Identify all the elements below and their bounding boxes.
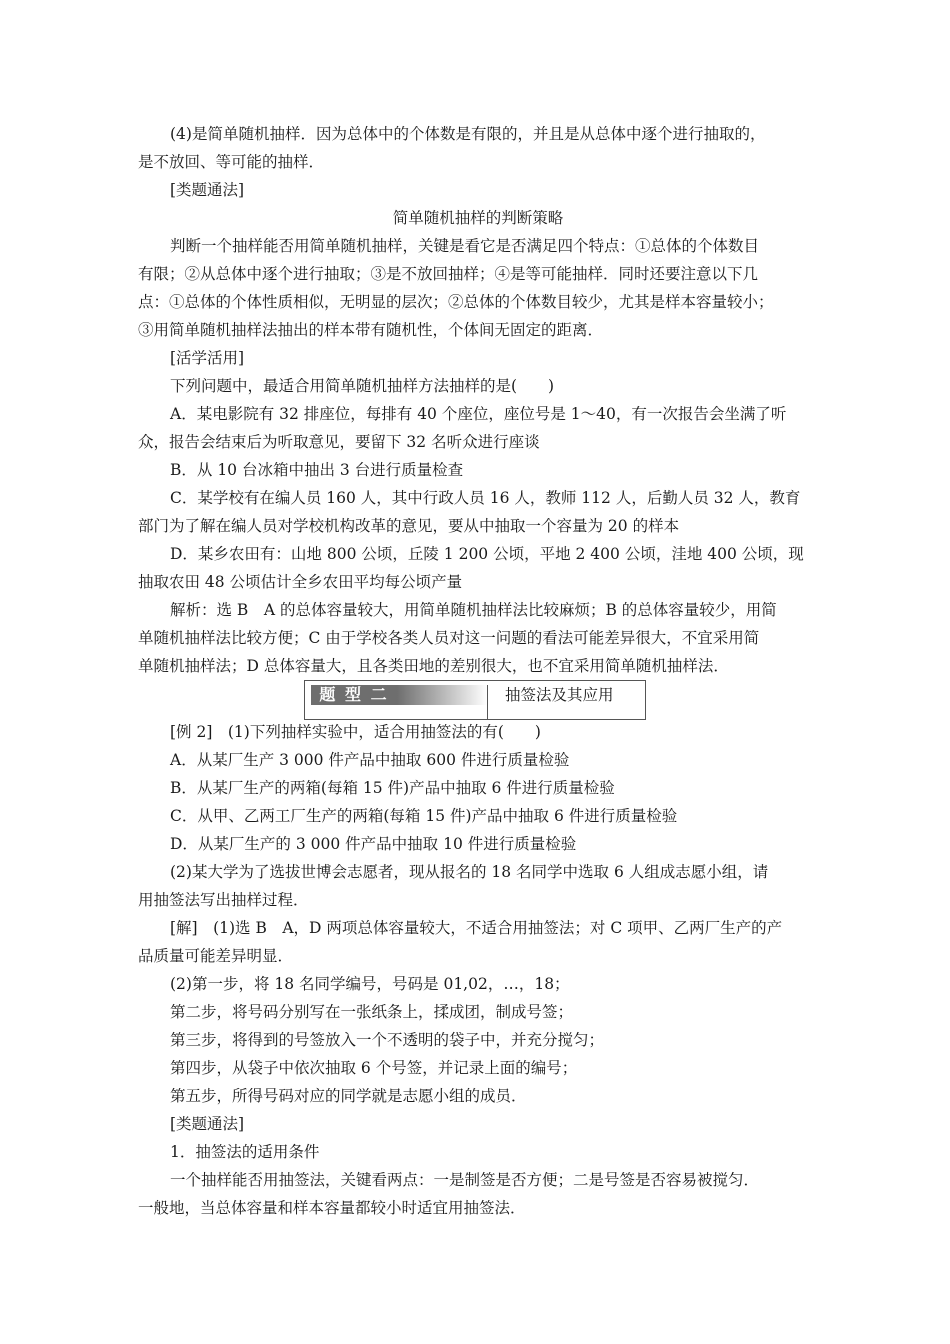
subsection-heading: 简单随机抽样的判断策略 [392,209,564,227]
section-banner [304,680,646,720]
example-stem: [例 2] (1)下列抽样实验中，适合用抽签法的有( ) [170,723,541,741]
option-line: A．从某厂生产 3 000 件产品中抽取 600 件进行质量检验 [170,751,570,769]
section-label: [类题通法] [170,1115,245,1133]
banner-title: 抽签法及其应用 [505,686,614,704]
paragraph-line: 有限；②从总体中逐个进行抽取；③是不放回抽样；④是等可能抽样．同时还要注意以下几 [138,265,759,283]
option-line: C．从甲、乙两工厂生产的两箱(每箱 15 件)产品中抽取 6 件进行质量检验 [170,807,678,825]
question-line: (2)某大学为了选拔世博会志愿者，现从报名的 18 名同学中选取 6 人组成志愿小组，请 [170,863,769,881]
option-line: 众，报告会结束后为听取意见，要留下 32 名听众进行座谈 [138,433,540,451]
solution-step: 第五步，所得号码对应的同学就是志愿小组的成员． [170,1087,527,1105]
solution-step: 第二步，将号码分别写在一张纸条上，揉成团，制成号签； [170,1003,574,1021]
option-line: 抽取农田 48 公顷估计全乡农田平均每公顷产量 [138,573,463,591]
paragraph-line: 是不放回、等可能的抽样． [138,153,325,171]
paragraph-line: 判断一个抽样能否用简单随机抽样，关键是看它是否满足四个特点：①总体的个体数目 [170,237,760,255]
solution-line: [解] (1)选 B A，D 两项总体容量较大，不适合用抽签法；对 C 项甲、乙两厂生产的产 [170,919,783,937]
option-line: B．从 10 台冰箱中抽出 3 台进行质量检查 [170,461,464,479]
paragraph-line: (4)是简单随机抽样．因为总体中的个体数是有限的，并且是从总体中逐个进行抽取的， [170,125,766,143]
analysis-line: 单随机抽样法；D 总体容量大，且各类田地的差别很大，也不宜采用简单随机抽样法． [138,657,729,675]
option-line: D．从某厂生产的 3 000 件产品中抽取 10 件进行质量检验 [170,835,577,853]
paragraph-line: 点：①总体的个体性质相似，无明显的层次；②总体的个体数目较少，尤其是样本容量较小； [138,293,774,311]
solution-step: 第三步，将得到的号签放入一个不透明的袋子中，并充分搅匀； [170,1031,605,1049]
option-line: D．某乡农田有：山地 800 公顷，丘陵 1 200 公顷，平地 2 400 公顷，洼地 400 公顷，现 [170,545,804,563]
solution-line: 品质量可能差异明显． [138,947,294,965]
paragraph-line: 一个抽样能否用抽签法，关键看两点：一是制签是否方便；二是号签是否容易被搅匀． [170,1171,760,1189]
paragraph-line: ③用简单随机抽样法抽出的样本带有随机性，个体间无固定的距离． [138,321,604,339]
section-label: [类题通法] [170,181,245,199]
option-line: 部门为了解在编人员对学校机构改革的意见，要从中抽取一个容量为 20 的样本 [138,517,680,535]
banner-divider [487,685,488,719]
banner-gradient [397,685,487,705]
numbered-heading: 1．抽签法的适用条件 [170,1143,320,1161]
analysis-line: 解析：选 B A 的总体容量较大，用简单随机抽样法比较麻烦；B 的总体容量较少，用简 [170,601,777,619]
paragraph-line: 一般地，当总体容量和样本容量都较小时适宜用抽签法． [138,1199,526,1217]
option-line: A．某电影院有 32 排座位，每排有 40 个座位，座位号是 1～40，有一次报告会坐满了听 [170,405,787,423]
option-line: C．某学校有在编人员 160 人，其中行政人员 16 人，教师 112 人，后勤人员 32 人，教育 [170,489,801,507]
solution-step: (2)第一步，将 18 名同学编号，号码是 01,02，…，18； [170,975,570,993]
analysis-line: 单随机抽样法比较方便；C 由于学校各类人员对这一问题的看法可能差异很大，不宜采用简 [138,629,760,647]
question-line: 用抽签法写出抽样过程． [138,891,309,909]
banner-tag: 题 型 二 [311,685,397,705]
section-label: [活学活用] [170,349,245,367]
solution-step: 第四步，从袋子中依次抽取 6 个号签，并记录上面的编号； [170,1059,578,1077]
question-stem: 下列问题中，最适合用简单随机抽样方法抽样的是( ) [170,377,555,395]
option-line: B．从某厂生产的两箱(每箱 15 件)产品中抽取 6 件进行质量检验 [170,779,615,797]
